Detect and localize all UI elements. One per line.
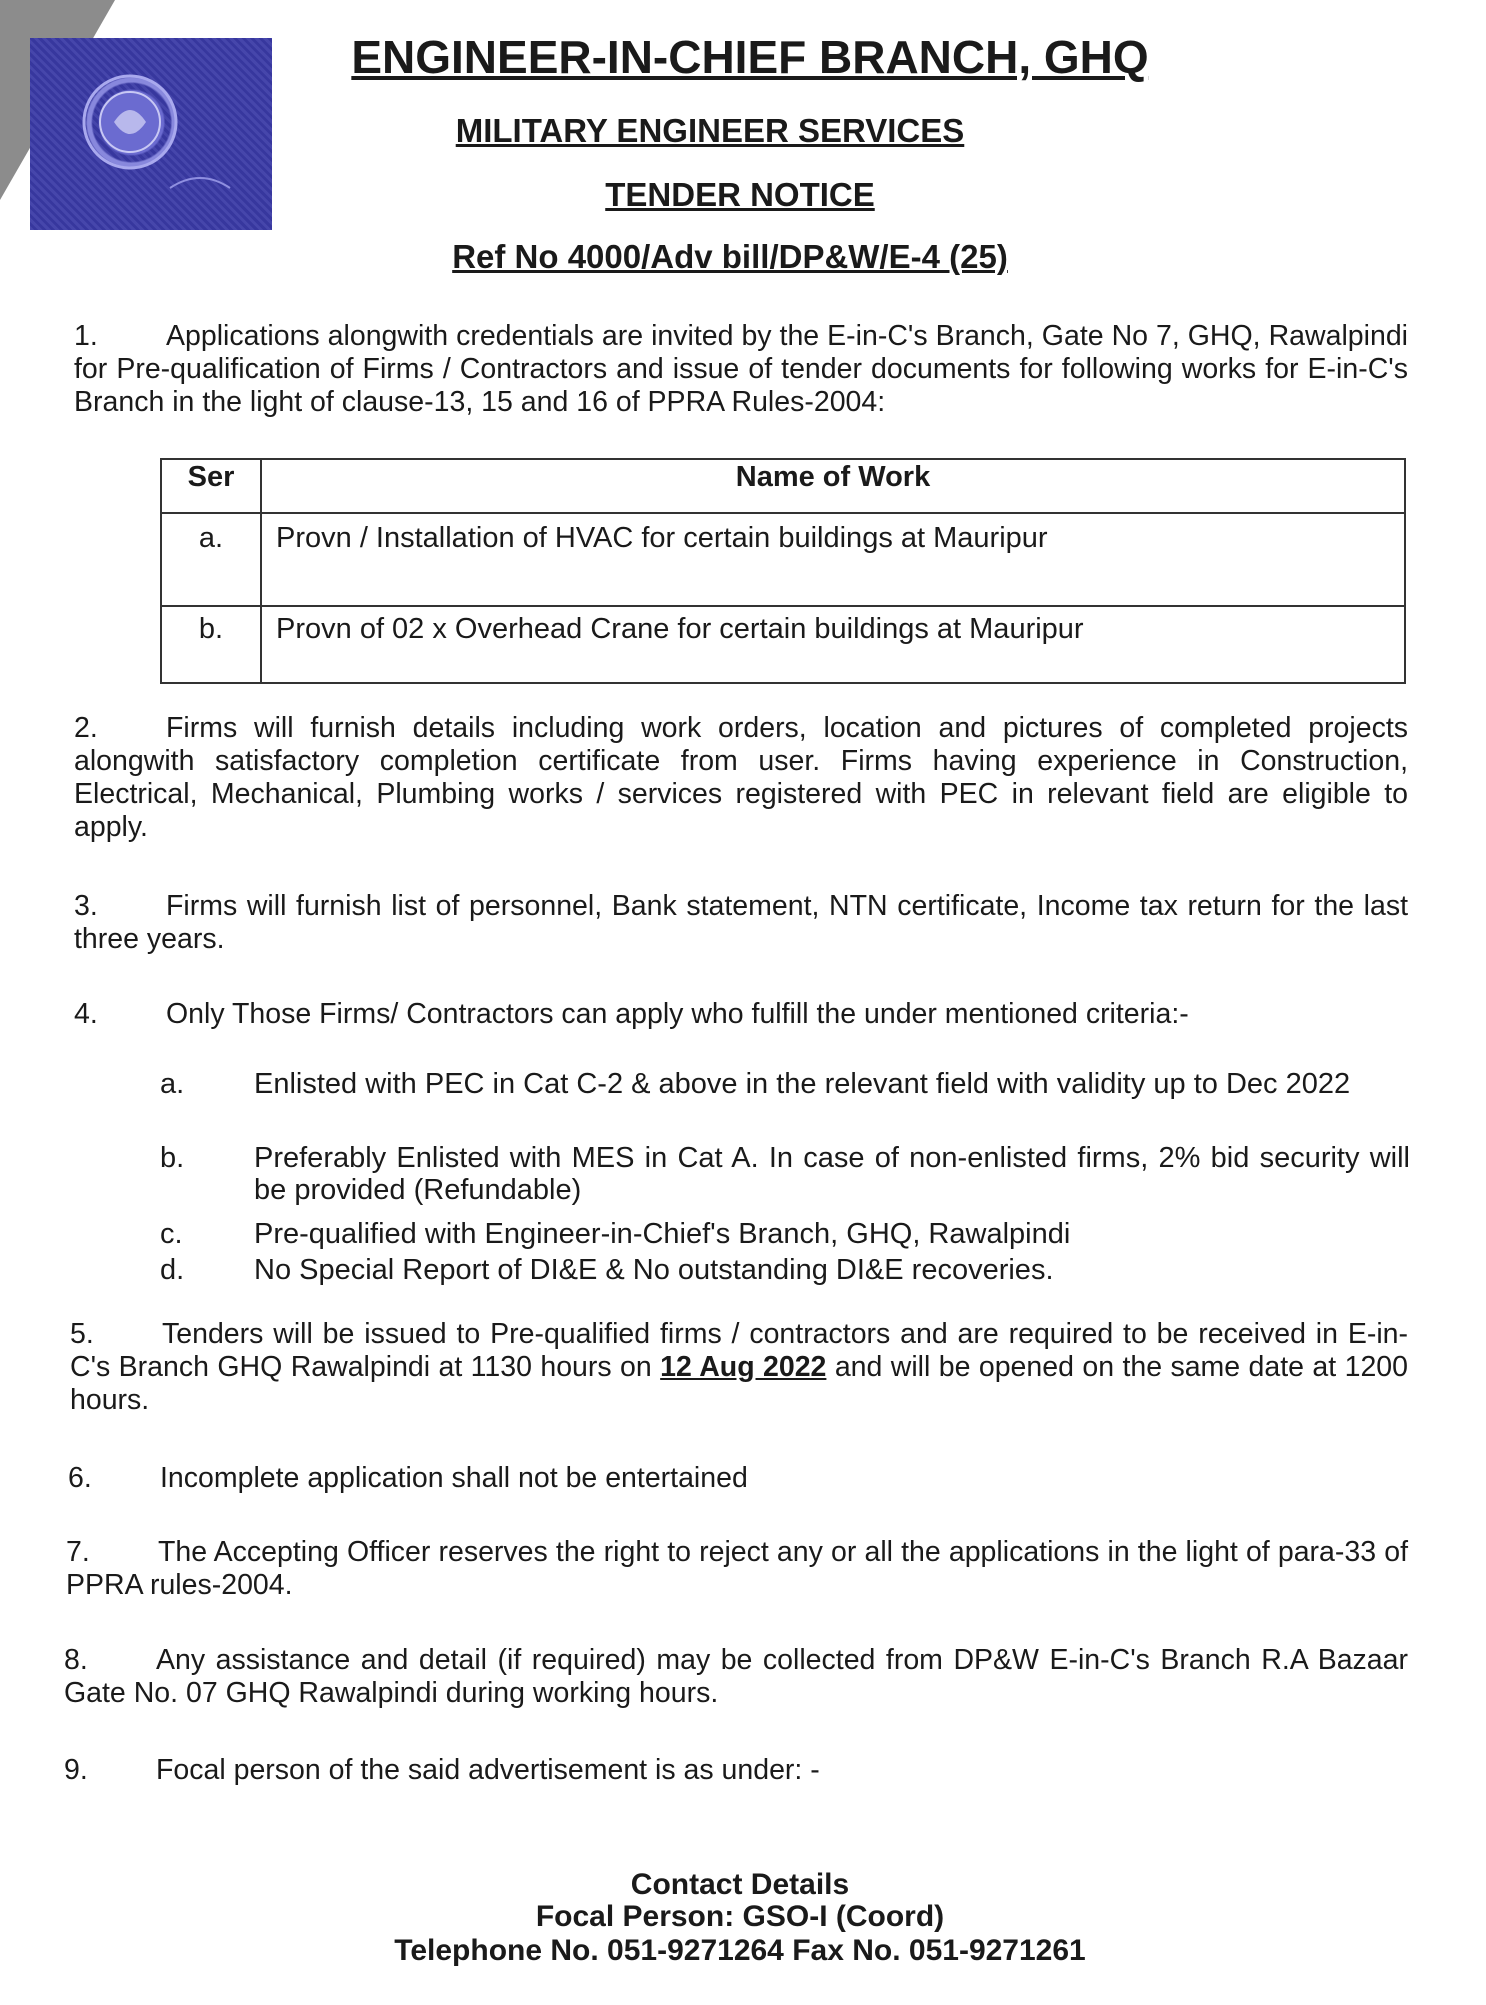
paragraph-5 bbox=[70, 1318, 1408, 1417]
work-cell: Provn / Installation of HVAC for certain buildings at Mauripur bbox=[261, 513, 1405, 606]
paragraph-text: The Accepting Officer reserves the right to reject any or all the applications in the light of para-33 of PPRA rules-2004. bbox=[66, 1536, 1408, 1601]
branch-heading: ENGINEER-IN-CHIEF BRANCH, GHQ bbox=[351, 31, 1149, 83]
paragraph-8 bbox=[64, 1644, 1408, 1710]
paragraph-text: Any assistance and detail (if required) may be collected from DP&W E-in-C's Branch R.A Bazaar Gate No. 07 GHQ Rawalpindi during working hours. bbox=[64, 1644, 1408, 1709]
mes-emblem-logo bbox=[30, 38, 272, 230]
paragraph-text: Only Those Firms/ Contractors can apply who fulfill the under mentioned criteria:- bbox=[166, 998, 1189, 1030]
paragraph-number: 3. bbox=[74, 890, 98, 922]
paragraph-2 bbox=[74, 712, 1408, 844]
notice-heading: TENDER NOTICE bbox=[605, 176, 875, 213]
paragraph-6 bbox=[68, 1462, 1408, 1495]
paragraph-3 bbox=[74, 890, 1408, 956]
service-heading: MILITARY ENGINEER SERVICES bbox=[455, 112, 965, 149]
paragraph-text: Firms will furnish list of personnel, Bank statement, NTN certificate, Income tax return for the last three years. bbox=[74, 890, 1408, 955]
paragraph-number: 5. bbox=[70, 1318, 94, 1350]
table-header-row bbox=[161, 459, 1405, 513]
paragraph-text: Applications alongwith credentials are invited by the E-in-C's Branch, Gate No 7, GHQ, Rawalpindi for Pre-qualification of Firms / Contractors and issue of tender documents for following works for E-in-C's Branch in the light of clause-13, 15 and 16 of PPRA Rules-2004: bbox=[74, 320, 1408, 418]
paragraph-1 bbox=[74, 320, 1408, 419]
ser-cell: b. bbox=[161, 606, 261, 683]
criteria-text: Pre-qualified with Engineer-in-Chief's Branch, GHQ, Rawalpindi bbox=[254, 1218, 1071, 1250]
criteria-letter: a. bbox=[160, 1068, 185, 1100]
work-cell: Provn of 02 x Overhead Crane for certain buildings at Mauripur bbox=[261, 606, 1405, 683]
paragraph-text: Firms will furnish details including work orders, location and pictures of completed projects alongwith satisfactory completion certificate from user. Firms having experience in Construction, Electrical, Mechanical, Plumbing works / services registered with PEC in relevant field are eligible to apply. bbox=[74, 712, 1408, 843]
focal-person: Focal Person: GSO-I (Coord) bbox=[535, 1900, 945, 1933]
paragraph-number: 4. bbox=[74, 998, 98, 1030]
reference-number: Ref No 4000/Adv bill/DP&W/E-4 (25) bbox=[452, 238, 1008, 275]
ser-column-header: Ser bbox=[161, 459, 261, 513]
paragraph-number: 2. bbox=[74, 712, 98, 744]
paragraph-number: 7. bbox=[66, 1536, 90, 1568]
paragraph-number: 6. bbox=[68, 1462, 92, 1494]
paragraph-7 bbox=[66, 1536, 1408, 1602]
paragraph-text: Tenders will be issued to Pre-qualified firms / contractors and are required to be received in E-in-C's Branch GHQ Rawalpindi at 1130 hours on bbox=[70, 1318, 1408, 1383]
contact-title: Contact Details bbox=[630, 1868, 850, 1901]
paragraph-text: and will be opened on the same date at 1200 hours. bbox=[70, 1351, 1408, 1416]
criteria-text: No Special Report of DI&E & No outstanding DI&E recoveries. bbox=[254, 1254, 1054, 1286]
telephone-fax: Telephone No. 051-9271264 Fax No. 051-9271261 bbox=[394, 1934, 1086, 1967]
paragraph-number: 1. bbox=[74, 320, 98, 352]
paragraph-4 bbox=[74, 998, 1408, 1031]
paragraph-text: Incomplete application shall not be entertained bbox=[160, 1462, 748, 1494]
table-row bbox=[161, 513, 1405, 606]
criteria-text: Enlisted with PEC in Cat C-2 & above in the relevant field with validity up to Dec 2022 bbox=[254, 1068, 1351, 1100]
ser-cell: a. bbox=[161, 513, 261, 606]
criteria-text: Preferably Enlisted with MES in Cat A. In case of non-enlisted firms, 2% bid security will be provided (Refundable) bbox=[254, 1142, 1410, 1206]
work-column-header: Name of Work bbox=[261, 459, 1405, 513]
table-row bbox=[161, 606, 1405, 683]
closing-date: 12 Aug 2022 bbox=[660, 1351, 827, 1383]
emblem-icon bbox=[30, 38, 272, 230]
criteria-letter: d. bbox=[160, 1254, 185, 1286]
paragraph-9 bbox=[64, 1754, 1408, 1787]
paragraph-text: Focal person of the said advertisement is as under: - bbox=[156, 1754, 820, 1786]
criteria-letter: b. bbox=[160, 1142, 185, 1174]
criteria-letter: c. bbox=[160, 1218, 183, 1250]
paragraph-number: 9. bbox=[64, 1754, 88, 1786]
works-table bbox=[160, 458, 1406, 684]
paragraph-number: 8. bbox=[64, 1644, 88, 1676]
